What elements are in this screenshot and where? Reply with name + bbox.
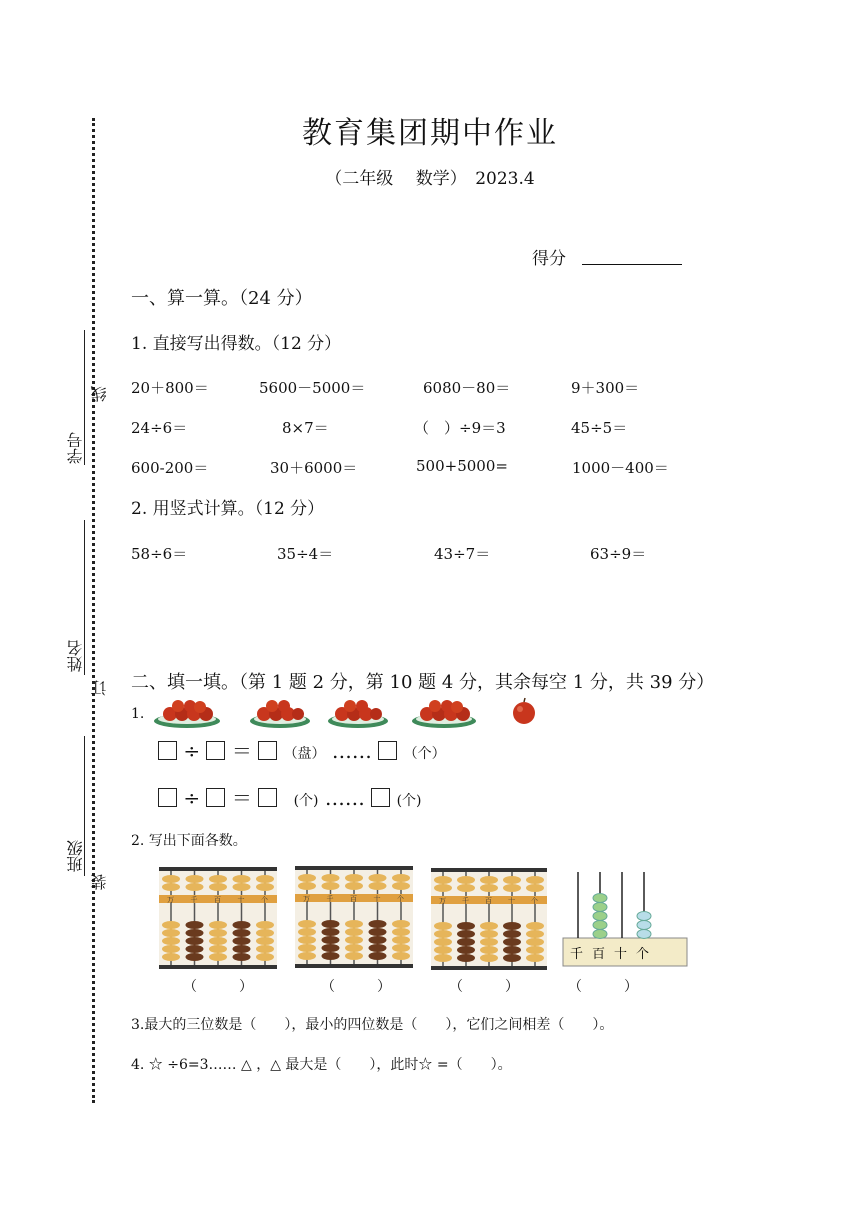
abacus-bead bbox=[392, 920, 410, 928]
abacus-bead bbox=[162, 883, 180, 891]
q2-text: 2. 写出下面各数。 bbox=[131, 833, 247, 849]
abacus-bead bbox=[256, 945, 274, 953]
abacus-bead bbox=[457, 930, 475, 938]
abacus-bead bbox=[369, 874, 387, 882]
calc-item: 30＋6000＝ bbox=[270, 459, 358, 477]
abacus-bead bbox=[186, 921, 204, 929]
abacus-svg bbox=[159, 867, 277, 969]
unit-label: (个) bbox=[396, 793, 422, 809]
division-formula-items bbox=[158, 782, 422, 811]
abacus-bead bbox=[480, 946, 498, 954]
abacus-bead bbox=[392, 882, 410, 890]
division-formula-plates bbox=[158, 735, 446, 764]
counter-label-tens: 十 bbox=[614, 947, 628, 962]
line-mark: 线 bbox=[90, 386, 109, 402]
counter-bead bbox=[593, 894, 607, 903]
abacus-bead bbox=[434, 938, 452, 946]
calc-item: 45÷5＝ bbox=[571, 419, 628, 437]
abacus-bead bbox=[457, 876, 475, 884]
abacus-bead bbox=[298, 874, 316, 882]
unit-label: (个) bbox=[293, 793, 319, 809]
abacus-bead bbox=[345, 952, 363, 960]
abacus-bead bbox=[186, 883, 204, 891]
abacus-bead bbox=[256, 929, 274, 937]
answer-box[interactable] bbox=[158, 788, 177, 807]
counter-bead bbox=[593, 930, 607, 939]
answer-blank[interactable]: （ ） bbox=[321, 979, 391, 995]
abacus-bead bbox=[162, 937, 180, 945]
abacus-bead bbox=[503, 876, 521, 884]
vertical-calc-item: 35÷4＝ bbox=[277, 545, 334, 563]
abacus-place-label: 十 bbox=[508, 897, 515, 905]
answer-box[interactable] bbox=[258, 741, 277, 760]
bind-mark: 订 bbox=[90, 680, 109, 696]
staple-mark: 装 bbox=[90, 874, 109, 890]
counter-label-ones: 个 bbox=[636, 947, 650, 962]
abacus-bead bbox=[480, 922, 498, 930]
abacus-bead bbox=[503, 884, 521, 892]
calc-item: （ ）÷9＝3 bbox=[414, 419, 506, 437]
abacus-bead bbox=[480, 954, 498, 962]
counter-bead bbox=[593, 903, 607, 912]
abacus-bead bbox=[457, 922, 475, 930]
q3-text: 3.最大的三位数是（ ），最小的四位数是（ ），它们之间相差（ ）。 bbox=[131, 1017, 614, 1033]
counter-bead bbox=[593, 912, 607, 921]
abacus-bead bbox=[392, 874, 410, 882]
abacus-bead bbox=[233, 921, 251, 929]
apple-plate-image bbox=[410, 697, 478, 729]
vertical-calc-item: 63÷9＝ bbox=[590, 545, 647, 563]
abacus-bead bbox=[298, 928, 316, 936]
abacus-bead bbox=[526, 946, 544, 954]
abacus-bead bbox=[162, 929, 180, 937]
abacus-place-label: 万 bbox=[303, 895, 310, 903]
abacus-place-label: 百 bbox=[350, 895, 357, 903]
abacus-bead bbox=[209, 953, 227, 961]
abacus-bead bbox=[434, 946, 452, 954]
student-no-line bbox=[84, 330, 85, 465]
abacus-bead bbox=[298, 936, 316, 944]
abacus-place-label: 万 bbox=[439, 897, 446, 905]
abacus-bead bbox=[480, 884, 498, 892]
abacus-bead bbox=[162, 875, 180, 883]
abacus-bead bbox=[503, 938, 521, 946]
abacus-bead bbox=[345, 920, 363, 928]
vertical-calc-item: 43÷7＝ bbox=[434, 545, 491, 563]
apple-plate-image bbox=[152, 697, 222, 729]
abacus-bead bbox=[526, 876, 544, 884]
abacus-place-label: 万 bbox=[167, 896, 174, 904]
abacus-bead bbox=[256, 921, 274, 929]
counter-label-hundreds: 百 bbox=[592, 947, 606, 962]
page-title: 教育集团期中作业 bbox=[302, 116, 558, 151]
abacus-bead bbox=[345, 928, 363, 936]
abacus-bead bbox=[186, 937, 204, 945]
abacus-image-3 bbox=[431, 868, 547, 974]
vertical-calc-item: 58÷6＝ bbox=[131, 545, 188, 563]
unit-label: （盘） bbox=[283, 746, 326, 762]
abacus-bead bbox=[322, 874, 340, 882]
abacus-place-label: 百 bbox=[485, 897, 492, 905]
divide-sign: ÷ bbox=[183, 786, 201, 810]
abacus-bead bbox=[322, 882, 340, 890]
counter-label-thousands: 千 bbox=[570, 947, 584, 962]
abacus-bead bbox=[233, 883, 251, 891]
answer-box[interactable] bbox=[378, 741, 397, 760]
abacus-image-1 bbox=[159, 867, 277, 973]
calc-item: 500+5000= bbox=[416, 457, 508, 475]
calc-item: 5600－5000＝ bbox=[259, 379, 366, 397]
score-field[interactable] bbox=[582, 264, 682, 265]
counter-bead bbox=[637, 912, 651, 921]
counting-frame-image bbox=[562, 870, 688, 968]
abacus-bead bbox=[256, 953, 274, 961]
abacus-bead bbox=[233, 945, 251, 953]
q4-text: 4. ☆ ÷6=3…… △ ，△ 最大是（ ），此时☆ =（ ）。 bbox=[131, 1057, 512, 1073]
abacus-bead bbox=[503, 946, 521, 954]
abacus-bead bbox=[369, 944, 387, 952]
abacus-bead bbox=[209, 875, 227, 883]
abacus-bead bbox=[480, 930, 498, 938]
abacus-bead bbox=[162, 945, 180, 953]
abacus-place-label: 千 bbox=[326, 895, 334, 903]
abacus-svg bbox=[431, 868, 547, 970]
answer-blank[interactable]: （ ） bbox=[568, 979, 638, 995]
calc-item: 24÷6＝ bbox=[131, 419, 188, 437]
equals-sign: ＝ bbox=[231, 786, 252, 810]
abacus-bead bbox=[392, 944, 410, 952]
abacus-bead bbox=[298, 944, 316, 952]
abacus-bead bbox=[369, 952, 387, 960]
abacus-bead bbox=[392, 928, 410, 936]
abacus-bead bbox=[526, 938, 544, 946]
section1-heading: 一、算一算。（24 分） bbox=[131, 288, 313, 309]
divide-sign: ÷ bbox=[183, 739, 201, 763]
calc-item: 20＋800＝ bbox=[131, 379, 209, 397]
abacus-svg bbox=[295, 866, 413, 968]
calc-item: 8×7＝ bbox=[282, 419, 329, 437]
q1-heading: 1. 直接写出得数。（12 分） bbox=[131, 334, 342, 354]
abacus-bead bbox=[434, 922, 452, 930]
name-line bbox=[84, 520, 85, 675]
abacus-place-label: 十 bbox=[237, 896, 245, 904]
abacus-bead bbox=[434, 954, 452, 962]
abacus-bead bbox=[298, 952, 316, 960]
abacus-place-label: 个 bbox=[531, 897, 538, 905]
abacus-bead bbox=[233, 953, 251, 961]
counter-bead bbox=[637, 921, 651, 930]
abacus-bead bbox=[233, 875, 251, 883]
page-subtitle: （二年级 数学） 2023.4 bbox=[325, 169, 535, 189]
abacus-bead bbox=[345, 936, 363, 944]
counter-bead bbox=[637, 930, 651, 939]
unit-label: （个） bbox=[403, 746, 446, 762]
answer-box[interactable] bbox=[158, 741, 177, 760]
abacus-bead bbox=[322, 952, 340, 960]
apple-plate-image bbox=[326, 697, 390, 729]
abacus-bead bbox=[480, 938, 498, 946]
abacus-bead bbox=[209, 945, 227, 953]
abacus-bead bbox=[526, 954, 544, 962]
q1-number: 1. bbox=[131, 706, 145, 722]
abacus-bead bbox=[434, 884, 452, 892]
abacus-bead bbox=[526, 884, 544, 892]
abacus-image-2 bbox=[295, 866, 413, 972]
answer-box[interactable] bbox=[206, 788, 225, 807]
binding-dotted-line bbox=[92, 118, 95, 1103]
answer-blank[interactable]: （ ） bbox=[449, 979, 519, 995]
remainder-dots: …… bbox=[331, 739, 372, 763]
abacus-place-label: 千 bbox=[462, 897, 469, 905]
abacus-bead bbox=[322, 920, 340, 928]
abacus-bead bbox=[233, 929, 251, 937]
abacus-bead bbox=[298, 882, 316, 890]
name-label: 姓名 bbox=[66, 640, 85, 672]
equals-sign: ＝ bbox=[231, 739, 252, 763]
abacus-bead bbox=[186, 945, 204, 953]
abacus-bead bbox=[186, 929, 204, 937]
abacus-bead bbox=[457, 946, 475, 954]
abacus-bead bbox=[480, 876, 498, 884]
class-line bbox=[84, 736, 85, 876]
abacus-place-label: 千 bbox=[190, 896, 198, 904]
score-label: 得分 bbox=[532, 249, 566, 269]
abacus-bead bbox=[345, 882, 363, 890]
abacus-place-label: 十 bbox=[373, 895, 381, 903]
abacus-bead bbox=[503, 922, 521, 930]
abacus-bead bbox=[392, 936, 410, 944]
abacus-bead bbox=[162, 953, 180, 961]
abacus-bead bbox=[256, 937, 274, 945]
calc-item: 6080－80＝ bbox=[423, 379, 511, 397]
abacus-bead bbox=[186, 953, 204, 961]
class-label: 班级 bbox=[66, 840, 85, 872]
abacus-bead bbox=[369, 936, 387, 944]
abacus-bead bbox=[322, 928, 340, 936]
abacus-bead bbox=[434, 876, 452, 884]
abacus-bead bbox=[298, 920, 316, 928]
answer-box[interactable] bbox=[371, 788, 390, 807]
abacus-bead bbox=[526, 922, 544, 930]
abacus-bead bbox=[526, 930, 544, 938]
abacus-bead bbox=[392, 952, 410, 960]
abacus-bead bbox=[162, 921, 180, 929]
abacus-bead bbox=[457, 954, 475, 962]
abacus-bead bbox=[256, 883, 274, 891]
abacus-bead bbox=[503, 954, 521, 962]
calc-item: 1000－400＝ bbox=[572, 459, 669, 477]
abacus-bead bbox=[345, 874, 363, 882]
apple-plate-image bbox=[248, 697, 312, 729]
answer-box[interactable] bbox=[206, 741, 225, 760]
abacus-bead bbox=[322, 944, 340, 952]
abacus-bead bbox=[369, 928, 387, 936]
abacus-bead bbox=[322, 936, 340, 944]
abacus-bead bbox=[209, 937, 227, 945]
q2-heading: 2. 用竖式计算。（12 分） bbox=[131, 499, 325, 519]
abacus-bead bbox=[457, 884, 475, 892]
answer-blank[interactable]: （ ） bbox=[183, 979, 253, 995]
abacus-place-label: 百 bbox=[214, 896, 221, 904]
abacus-bead bbox=[503, 930, 521, 938]
abacus-bead bbox=[209, 921, 227, 929]
abacus-bead bbox=[209, 929, 227, 937]
section2-heading: 二、填一填。（第 1 题 2 分，第 10 题 4 分，其余每空 1 分，共 39 分） bbox=[131, 672, 715, 693]
abacus-bead bbox=[457, 938, 475, 946]
abacus-bead bbox=[186, 875, 204, 883]
abacus-bead bbox=[345, 944, 363, 952]
abacus-bead bbox=[369, 882, 387, 890]
calc-item: 9＋300＝ bbox=[571, 379, 640, 397]
abacus-place-label: 个 bbox=[261, 896, 268, 904]
abacus-bead bbox=[434, 930, 452, 938]
abacus-bead bbox=[256, 875, 274, 883]
abacus-bead bbox=[233, 937, 251, 945]
calc-item: 600-200＝ bbox=[131, 459, 209, 477]
abacus-place-label: 个 bbox=[397, 895, 404, 903]
remainder-dots: …… bbox=[324, 786, 365, 810]
student-no-label: 学号 bbox=[66, 432, 85, 464]
answer-box[interactable] bbox=[258, 788, 277, 807]
single-apple-image bbox=[510, 697, 538, 725]
abacus-bead bbox=[369, 920, 387, 928]
counter-bead bbox=[593, 921, 607, 930]
abacus-bead bbox=[209, 883, 227, 891]
